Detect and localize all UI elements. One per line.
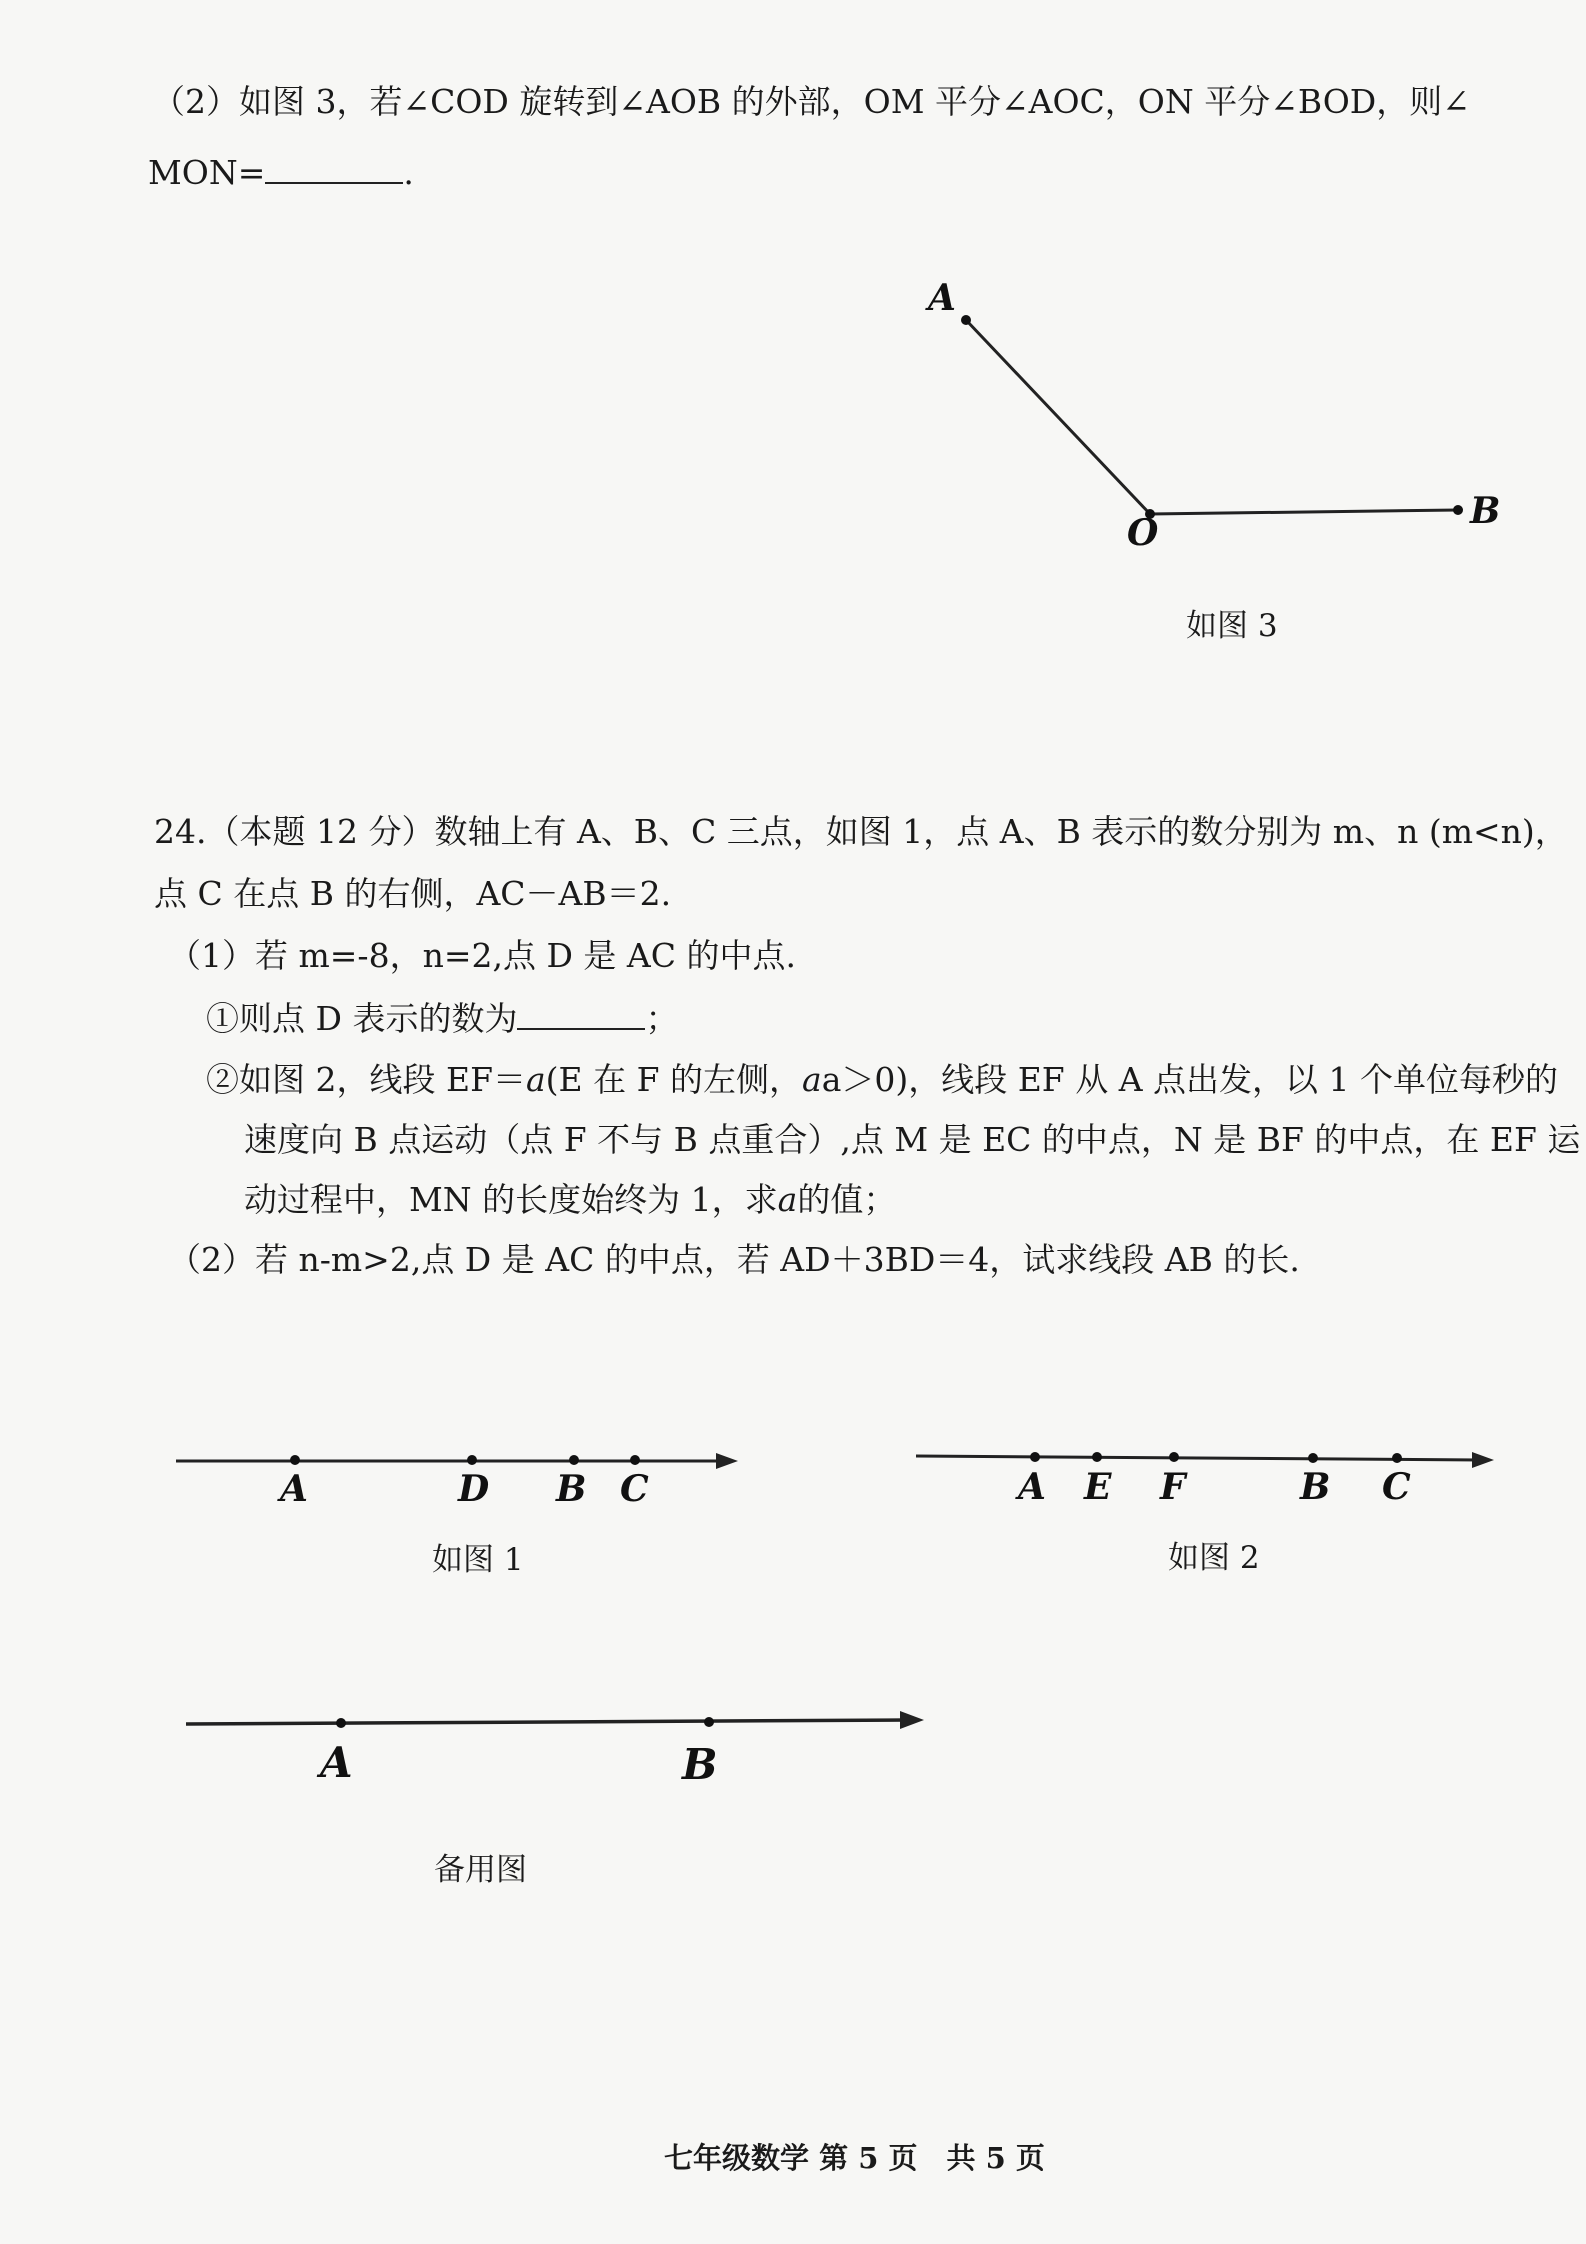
- figure-3-caption: 如图 3: [1186, 608, 1278, 644]
- q24-q2-line3-a: 动过程中，MN 的长度始终为 1，求: [244, 1180, 778, 1219]
- q24-sub1-q2-line2: 速度向 B 点运动（点 F 不与 B 点重合）,点 M 是 EC 的中点，N 是 BF 的中点，在 EF 运: [244, 1120, 1581, 1159]
- fig1-dot-c: [630, 1455, 640, 1465]
- fig2-label-c: C: [1382, 1466, 1411, 1508]
- q24-sub1-q1-end: ；: [645, 999, 679, 1038]
- fig1-label-a: A: [280, 1468, 308, 1510]
- q24-header-line1: 24.（本题 12 分）数轴上有 A、B、C 三点，如图 1，点 A、B 表示的数分别为 m、n (m<n)，: [154, 812, 1568, 851]
- fig3-label-a: A: [928, 277, 956, 319]
- fig2-dot-f: [1169, 1452, 1179, 1462]
- answer-blank-d[interactable]: [517, 998, 645, 1030]
- fig2-dot-b: [1308, 1453, 1318, 1463]
- q24-q2-text-c: a＞0)，线段 EF 从 A 点出发，以 1 个单位每秒的: [821, 1060, 1558, 1099]
- fig1-dot-a: [290, 1455, 300, 1465]
- page-footer: 七年级数学 第 5 页 共 5 页: [664, 2141, 1045, 2175]
- fig3b-label-b: B: [682, 1740, 718, 1789]
- point-a-dot: [961, 315, 971, 325]
- q24-sub1-q1-text: ①则点 D 表示的数为: [206, 999, 518, 1038]
- q24-q2-text-b: (E 在 F 的左侧，: [545, 1060, 802, 1099]
- fig3-arrow: [900, 1711, 924, 1729]
- fig2-label-f: F: [1160, 1466, 1186, 1508]
- q24-sub1-q1: [206, 998, 678, 1039]
- q24-sub1-q2-line3: [244, 1180, 896, 1220]
- fig2-label-a: A: [1018, 1466, 1046, 1508]
- q23-part2-line1: （2）如图 3，若∠COD 旋转到∠AOB 的外部，OM 平分∠AOC，ON 平分∠BOD，则∠: [152, 82, 1470, 121]
- fig2-arrow: [1472, 1452, 1494, 1468]
- fig2-caption: 如图 2: [1168, 1540, 1260, 1576]
- fig1-label-c: C: [620, 1468, 649, 1510]
- fig1-arrow: [716, 1453, 738, 1469]
- q24-q2-var-a3: a: [777, 1180, 798, 1219]
- fig3-dot-b: [704, 1717, 714, 1727]
- q24-sub2: （2）若 n-m>2,点 D 是 AC 的中点，若 AD＋3BD＝4，试求线段 AB 的长.: [168, 1240, 1300, 1279]
- fig2-dot-e: [1092, 1452, 1102, 1462]
- q24-header-line2: 点 C 在点 B 的右侧，AC－AB＝2.: [154, 874, 672, 913]
- q24-q2-var-a2: a: [802, 1060, 822, 1099]
- fig1-label-b: B: [556, 1468, 587, 1510]
- ray-oa: [966, 320, 1150, 514]
- fig1-label-d: D: [458, 1468, 490, 1510]
- fig3-label-o: O: [1127, 512, 1159, 554]
- q24-q2-var-a: a: [525, 1060, 546, 1099]
- ray-ob: [1150, 510, 1458, 514]
- fig3-label-b: B: [1470, 490, 1501, 532]
- q24-q2-text-a: ②如图 2，线段 EF＝: [206, 1060, 526, 1099]
- backup-figure-caption: 备用图: [434, 1852, 527, 1888]
- fig3-dot-a: [336, 1718, 346, 1728]
- q23-period: .: [403, 153, 414, 192]
- fig1-dot-b: [569, 1455, 579, 1465]
- fig2-label-b: B: [1300, 1466, 1331, 1508]
- q23-mon-label: MON=: [148, 153, 266, 192]
- fig1-caption: 如图 1: [432, 1542, 524, 1578]
- fig2-dot-c: [1392, 1453, 1402, 1463]
- fig2-dot-a: [1030, 1452, 1040, 1462]
- fig1-dot-d: [467, 1455, 477, 1465]
- fig2-label-e: E: [1084, 1466, 1112, 1508]
- q24-q2-line3-b: 的值；: [797, 1180, 897, 1219]
- fig3-axis: [186, 1720, 906, 1724]
- point-b-dot: [1453, 505, 1463, 515]
- q24-sub1-q2-line1: [206, 1060, 1558, 1100]
- fig3b-label-a: A: [320, 1738, 353, 1787]
- q24-sub1: （1）若 m=-8，n=2,点 D 是 AC 的中点.: [168, 936, 796, 975]
